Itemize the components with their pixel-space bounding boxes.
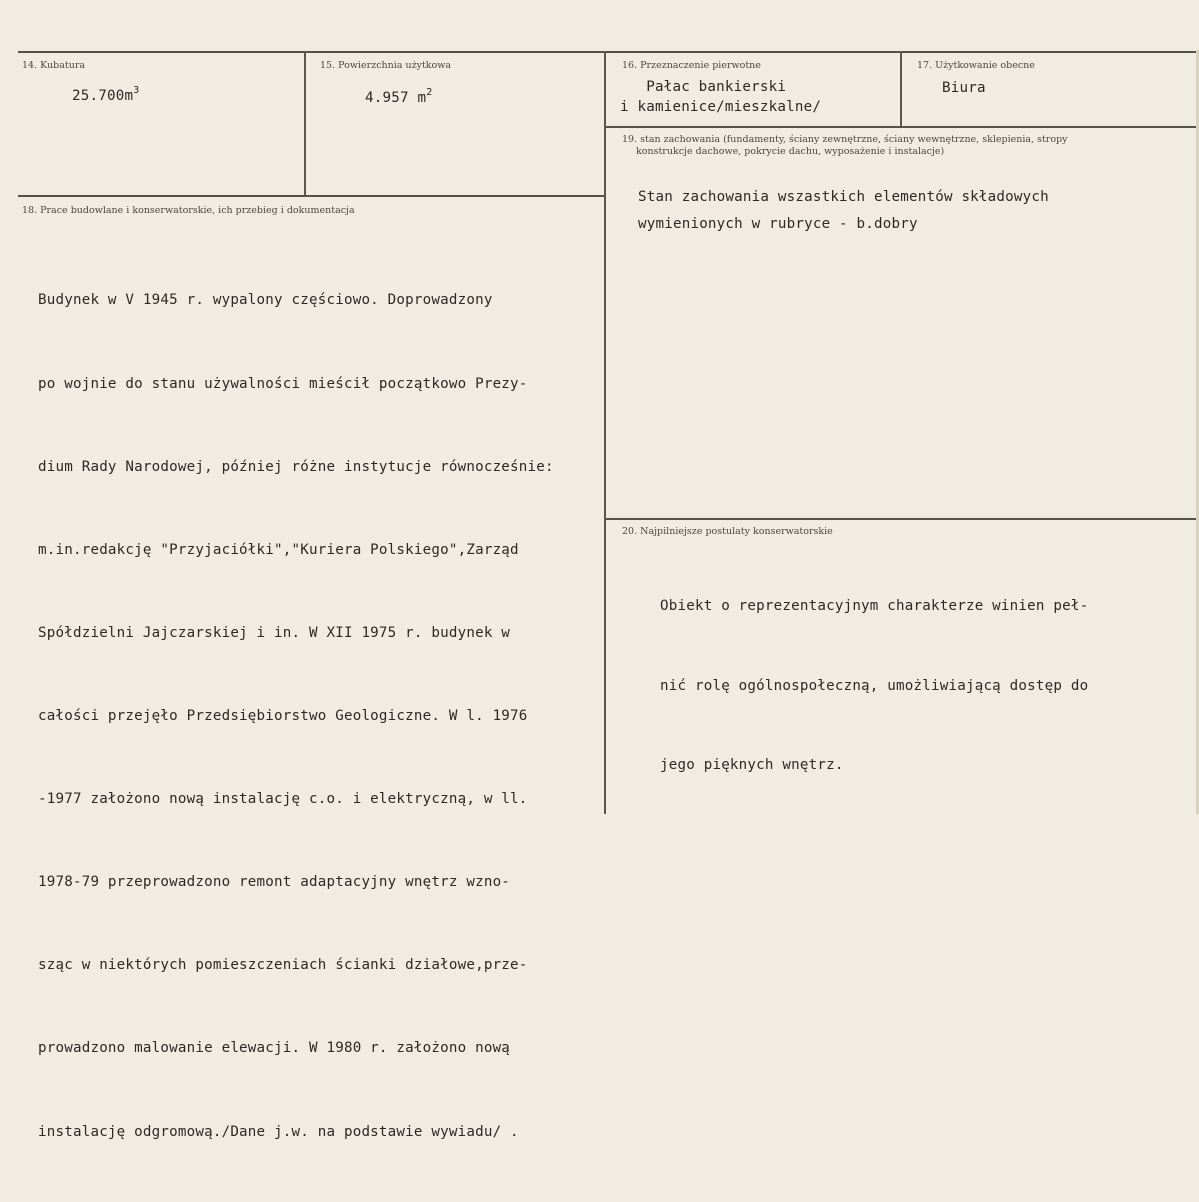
field-16-line: Pałac bankierski xyxy=(620,79,787,95)
field-20-line: nić rolę ogólnospołeczną, umożliwiającą dostęp do xyxy=(660,677,1089,694)
field-20-value xyxy=(660,540,1088,832)
field-18-line: sząc w niektórych pomieszczeniach ścianki działowe,prze- xyxy=(38,957,528,974)
divider-14-15 xyxy=(304,51,306,196)
field-18-value xyxy=(38,232,554,1202)
field-18-line: 1978-79 przeprowadzono remont adaptacyjny wnętrz wzno- xyxy=(38,874,511,891)
field-19-value xyxy=(638,184,1049,237)
field-18-line: dium Rady Narodowej, później różne instytucje równocześnie: xyxy=(38,458,554,475)
row-divider-left xyxy=(18,195,605,197)
area-unit-exponent: 2 xyxy=(426,87,433,98)
field-18-line: Budynek w V 1945 r. wypalony częściowo. Doprowadzony xyxy=(38,292,493,309)
row-divider-right-lower xyxy=(605,518,1197,520)
field-16-value xyxy=(620,77,821,117)
field-18-label: 18. Prace budowlane i konserwatorskie, ich przebieg i dokumentacja xyxy=(22,205,355,216)
field-18-line: -1977 założono nową instalację c.o. i elektryczną, w ll. xyxy=(38,791,528,808)
field-15-label: 15. Powierzchnia użytkowa xyxy=(320,60,452,71)
field-19-line: wymienionych w rubryce - b.dobry xyxy=(638,215,918,232)
field-17-label: 17. Użytkowanie obecne xyxy=(917,60,1035,71)
field-20-line: Obiekt o reprezentacyjnym charakterze winien peł- xyxy=(660,598,1089,614)
divider-16-17 xyxy=(900,51,902,127)
field-19-label-line: konstrukcje dachowe, pokrycie dachu, wyposażenie i instalacje) xyxy=(636,146,945,157)
top-border xyxy=(18,51,1197,53)
field-16-label: 16. Przeznaczenie pierwotne xyxy=(622,60,761,71)
field-18-line: instalację odgromową./Dane j.w. na podstawie wywiadu/ . xyxy=(38,1123,519,1140)
area-value: 4.957 m xyxy=(365,90,427,106)
field-18-line: prowadzono malowanie elewacji. W 1980 r. założono nową xyxy=(38,1040,511,1057)
kubatura-unit-exponent: 3 xyxy=(133,85,140,96)
field-20-line: jego pięknych wnętrz. xyxy=(660,757,844,773)
field-18-line: całości przejęło Przedsiębiorstwo Geologiczne. W l. 1976 xyxy=(38,707,528,724)
field-18-line: m.in.redakcję "Przyjaciółki","Kuriera Polskiego",Zarząd xyxy=(38,541,519,558)
field-18-line: po wojnie do stanu używalności mieścił początkowo Prezy- xyxy=(38,375,528,392)
field-19-line: Stan zachowania wszastkich elementów składowych xyxy=(638,189,1049,205)
field-19-label xyxy=(622,134,1068,158)
field-15-value xyxy=(365,87,432,106)
field-19-label-line: 19. stan zachowania (fundamenty, ściany zewnętrzne, ściany wewnętrzne, sklepienia, stropy xyxy=(622,134,1068,145)
field-18-line: Spółdzielni Jajczarskiej i in. W XII 1975 r. budynek w xyxy=(38,624,511,641)
field-20-label: 20. Najpilniejsze postulaty konserwatorskie xyxy=(622,526,833,537)
field-16-line: i kamienice/mieszkalne/ xyxy=(620,99,822,115)
field-14-value xyxy=(72,85,139,104)
main-column-divider xyxy=(604,51,606,814)
field-14-label: 14. Kubatura xyxy=(22,60,86,71)
kubatura-value: 25.700m xyxy=(72,88,134,104)
field-17-value: Biura xyxy=(942,80,986,96)
